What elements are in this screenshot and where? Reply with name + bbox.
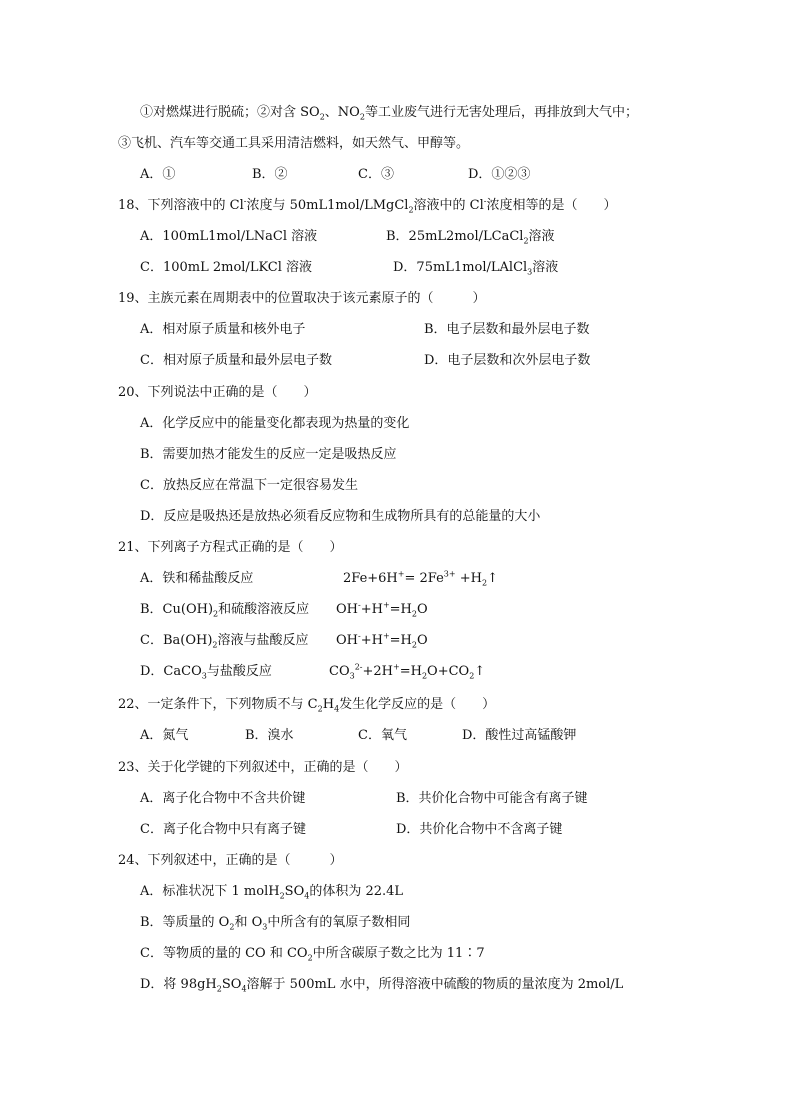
text: 22、一定条件下，下列物质不与 C [118, 697, 318, 712]
sup: - [358, 631, 361, 641]
option-a: A．① [140, 167, 176, 182]
text: A．标准状况下 1 molH [140, 884, 280, 899]
text: 浓度相等的是（ ） [486, 198, 617, 213]
text: CO [329, 664, 350, 679]
text: 与盐酸反应 [206, 664, 272, 679]
text: OH [336, 602, 358, 617]
q19-option-d: D．电子层数和次外层电子数 [424, 353, 591, 368]
q22-option-d: D．酸性过高锰酸钾 [462, 728, 577, 743]
q20-option-d: D．反应是吸热还是放热必须看反应物和生成物所具有的总能量的大小 [140, 509, 541, 524]
q23-option-d: D．共价化合物中不含离子键 [396, 822, 563, 837]
q20-stem: 20、下列说法中正确的是（ ） [118, 385, 317, 400]
q24-option-a [140, 883, 403, 901]
sub: 2 [216, 984, 222, 994]
text: O+CO [427, 664, 470, 679]
sub: 2 [317, 704, 323, 714]
text: 溶液与盐酸反应 [217, 633, 309, 648]
q21-option-c-label [140, 632, 309, 650]
text: C．Ba(OH) [140, 633, 213, 648]
text: C．等物质的量的 CO 和 CO [140, 946, 308, 961]
text: SO [221, 977, 242, 992]
sub: 2 [421, 671, 428, 681]
intro-line-1 [140, 104, 638, 122]
q18-stem [118, 197, 617, 215]
q21-option-b-label [140, 601, 309, 619]
option-d: D．①②③ [468, 167, 531, 182]
q23-option-a: A．离子化合物中不含共价键 [140, 791, 306, 806]
q24-option-b [140, 914, 410, 932]
q18-option-b [386, 228, 555, 246]
option-c: C．③ [358, 167, 394, 182]
sub: 2 [229, 922, 235, 932]
sub: 2 [411, 609, 417, 619]
text: B．Cu(OH) [140, 602, 214, 617]
text: 浓度与 50mL1mol/LMgCl [246, 198, 409, 213]
q24-option-c [140, 945, 485, 963]
sub: 4 [241, 984, 247, 994]
sup: 3+ [443, 569, 456, 579]
text: O [416, 633, 428, 648]
q22-option-a: A．氮气 [140, 728, 189, 743]
sup: + [397, 569, 405, 579]
text: 溶解于 500mL 水中，所得溶液中硫酸的物质的量浓度为 2mol/L [246, 977, 624, 992]
sub: 2 [469, 671, 475, 681]
text: 中所含碳原子数之比为 11∶7 [312, 946, 485, 961]
sub: 3 [201, 671, 207, 681]
text: 18、下列溶液中的 Cl [118, 198, 244, 213]
q20-option-a: A．化学反应中的能量变化都表现为热量的变化 [140, 416, 410, 431]
q21-option-d-equation [329, 663, 485, 681]
sub: 2 [411, 640, 417, 650]
q19-option-b: B．电子层数和最外层电子数 [424, 322, 590, 337]
sub: 4 [304, 891, 310, 901]
option-b: B．② [252, 167, 288, 182]
sup: - [483, 196, 487, 206]
text: =H [389, 633, 412, 648]
text: ↑ [487, 571, 498, 586]
text: ①对燃煤进行脱硫；②对含 SO [140, 105, 320, 120]
text: 2Fe+6H [343, 571, 398, 586]
sub: 2 [523, 236, 529, 246]
sub: 2 [213, 609, 219, 619]
sub: 3 [349, 671, 355, 681]
sub: 2 [408, 205, 414, 215]
sup: + [382, 600, 390, 610]
sup: + [382, 631, 390, 641]
text: D．75mL1mol/LAlCl [393, 260, 528, 275]
q20-option-b: B．需要加热才能发生的反应一定是吸热反应 [140, 447, 397, 462]
sub: 2 [481, 578, 488, 588]
sub: 2 [279, 891, 285, 901]
text: 发生化学反应的是（ ） [339, 697, 496, 712]
q21-option-a-equation [343, 570, 498, 588]
sub: 2 [307, 953, 313, 963]
sup: + [393, 662, 400, 672]
text: B．25mL2mol/LCaCl [386, 229, 524, 244]
sup: - [243, 196, 247, 206]
q21-option-a-label: A．铁和稀盐酸反应 [140, 571, 254, 586]
q18-option-d [393, 259, 558, 277]
sub: 3 [262, 922, 268, 932]
q21-option-b-equation [336, 601, 428, 619]
q19-option-a: A．相对原子质量和核外电子 [140, 322, 306, 337]
text: +H [455, 571, 482, 586]
text: OH [336, 633, 358, 648]
text: +H [360, 602, 383, 617]
text: H [322, 697, 335, 712]
q21-option-c-equation [336, 632, 428, 650]
sub: 4 [334, 704, 340, 714]
text: 、NO [324, 105, 360, 120]
sub: 2 [212, 640, 218, 650]
text: 和硫酸溶液反应 [218, 602, 310, 617]
text: D．将 98gH [140, 977, 217, 992]
sup: 2- [354, 662, 363, 672]
sup: - [358, 600, 361, 610]
q19-stem: 19、主族元素在周期表中的位置取决于该元素原子的（ ） [118, 291, 486, 306]
sub: 3 [527, 267, 533, 277]
q18-option-c: C．100mL 2mol/LKCl 溶液 [140, 260, 313, 275]
text: =H [389, 602, 412, 617]
q23-stem: 23、关于化学键的下列叙述中，正确的是（ ） [118, 760, 408, 775]
text: SO [284, 884, 305, 899]
q24-stem: 24、下列叙述中，正确的是（ ） [118, 853, 343, 868]
q22-option-c: C．氧气 [358, 728, 407, 743]
sub: 2 [359, 112, 365, 122]
text: =H [399, 664, 422, 679]
text: 溶液中的 Cl [413, 198, 484, 213]
q24-option-d [140, 976, 623, 994]
q23-option-c: C．离子化合物中只有离子键 [140, 822, 306, 837]
text: 溶液 [528, 229, 555, 244]
q19-option-c: C．相对原子质量和最外层电子数 [140, 353, 332, 368]
q18-option-a: A．100mL1mol/LNaCl 溶液 [140, 229, 318, 244]
text: 中所含有的氧原子数相同 [267, 915, 411, 930]
q21-option-d-label [140, 663, 272, 681]
q22-stem [118, 696, 495, 714]
text: +H [360, 633, 383, 648]
text: D．CaCO [140, 664, 202, 679]
text: B．等质量的 O [140, 915, 230, 930]
text: O [416, 602, 428, 617]
intro-line-2: ③飞机、汽车等交通工具采用清洁燃料，如天然气、甲醇等。 [118, 136, 470, 151]
text: 等工业废气进行无害处理后，再排放到大气中； [364, 105, 638, 120]
sub: 2 [319, 112, 325, 122]
text: +2H [362, 664, 394, 679]
text: ↑ [474, 664, 486, 679]
text: 溶液 [532, 260, 559, 275]
q20-option-c: C．放热反应在常温下一定很容易发生 [140, 478, 358, 493]
q23-option-b: B．共价化合物中可能含有离子键 [396, 791, 588, 806]
text: 和 O [234, 915, 263, 930]
text: 的体积为 22.4L [309, 884, 404, 899]
q21-stem: 21、下列离子方程式正确的是（ ） [118, 540, 343, 555]
text: = 2Fe [404, 571, 444, 586]
q22-option-b: B．溴水 [245, 728, 294, 743]
